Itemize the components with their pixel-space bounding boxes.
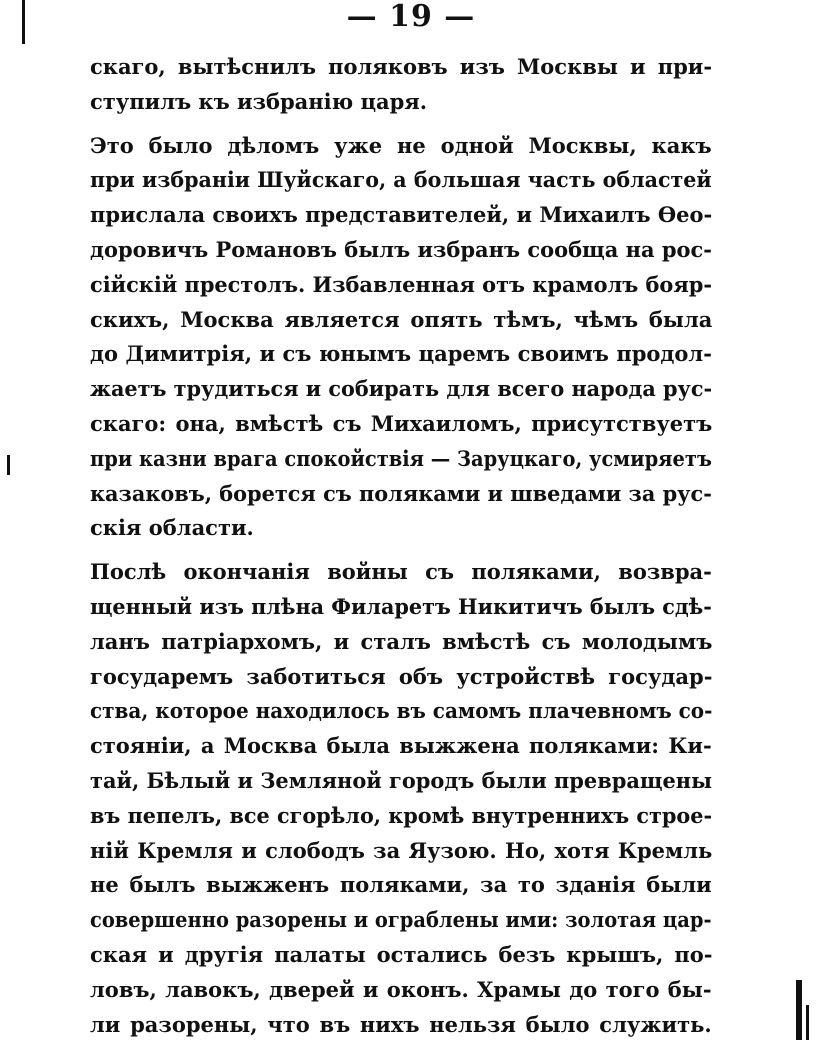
text-line: жаетъ трудиться и собирать для всего народа рус- [90,376,713,402]
text-line: ловъ, лавокъ, дверей и оконъ. Храмы до того бы- [90,976,712,1002]
body-text [90,50,712,1040]
text-line: прислала своихъ представителей, и Михаилъ Ѳео- [90,202,713,228]
text-line: ланъ патріархомъ, и сталъ вмѣстѣ съ молодымъ [90,628,713,654]
text-line: до Димитрія, и съ юнымъ царемъ своимъ продол- [90,341,712,367]
text-line: ній Кремля и слободъ за Яузою. Но, хотя Кремль [90,837,713,863]
text-line: стояніи, а Москва была выжжена поляками: Ки- [90,733,712,759]
text-line: не былъ выжженъ поляками, за то зданія были [90,872,712,898]
text-line: Послѣ окончанія войны съ поляками, возвра- [90,559,712,585]
text-line: ли разорены, что въ нихъ нельзя было служить. [90,1011,712,1037]
page-number: — 19 — [346,0,476,34]
text-line: въ пепелъ, все сгорѣло, кромѣ внутреннихъ строе- [90,802,713,828]
margin-rule [806,1005,809,1040]
text-line: совершенно разорены и ограблены ими: золотая цар- [90,907,712,933]
text-line: доровичъ Романовъ былъ избранъ сообща на рос- [90,236,712,262]
text-line: скія области. [90,515,254,541]
text-line: при избраніи Шуйскаго, а большая часть областей [90,167,712,193]
text-line: ства, которое находилось въ самомъ плачевномъ со- [90,698,713,724]
text-line: Это было дѣломъ уже не одной Москвы, какъ [90,132,712,158]
text-line: щенный изъ плѣна Филаретъ Никитичъ былъ сдѣ- [90,593,712,619]
text-line: ская и другія палаты остались безъ крышъ, по- [90,941,713,967]
margin-rule [796,980,802,1040]
text-line: ступилъ къ избранію царя. [90,88,428,114]
text-line: скаго, вытѣснилъ поляковъ изъ Москвы и при- [90,54,713,79]
text-line: скихъ, Москва является опять тѣмъ, чѣмъ была [90,306,713,332]
margin-rule [7,455,10,475]
text-line: при казни врага спокойствія — Заруцкаго, усмиряетъ [90,445,712,471]
text-line: тай, Бѣлый и Земляной городъ были превращены [90,767,713,793]
text-line: казаковъ, борется съ поляками и шведами за рус- [90,480,712,506]
text-line: сійскій престолъ. Избавленная отъ крамолъ бояр- [90,271,713,297]
text-line: государемъ заботиться объ устройствѣ государ- [90,663,713,689]
text-line: скаго: она, вмѣстѣ съ Михаиломъ, присутствуетъ [90,410,713,436]
